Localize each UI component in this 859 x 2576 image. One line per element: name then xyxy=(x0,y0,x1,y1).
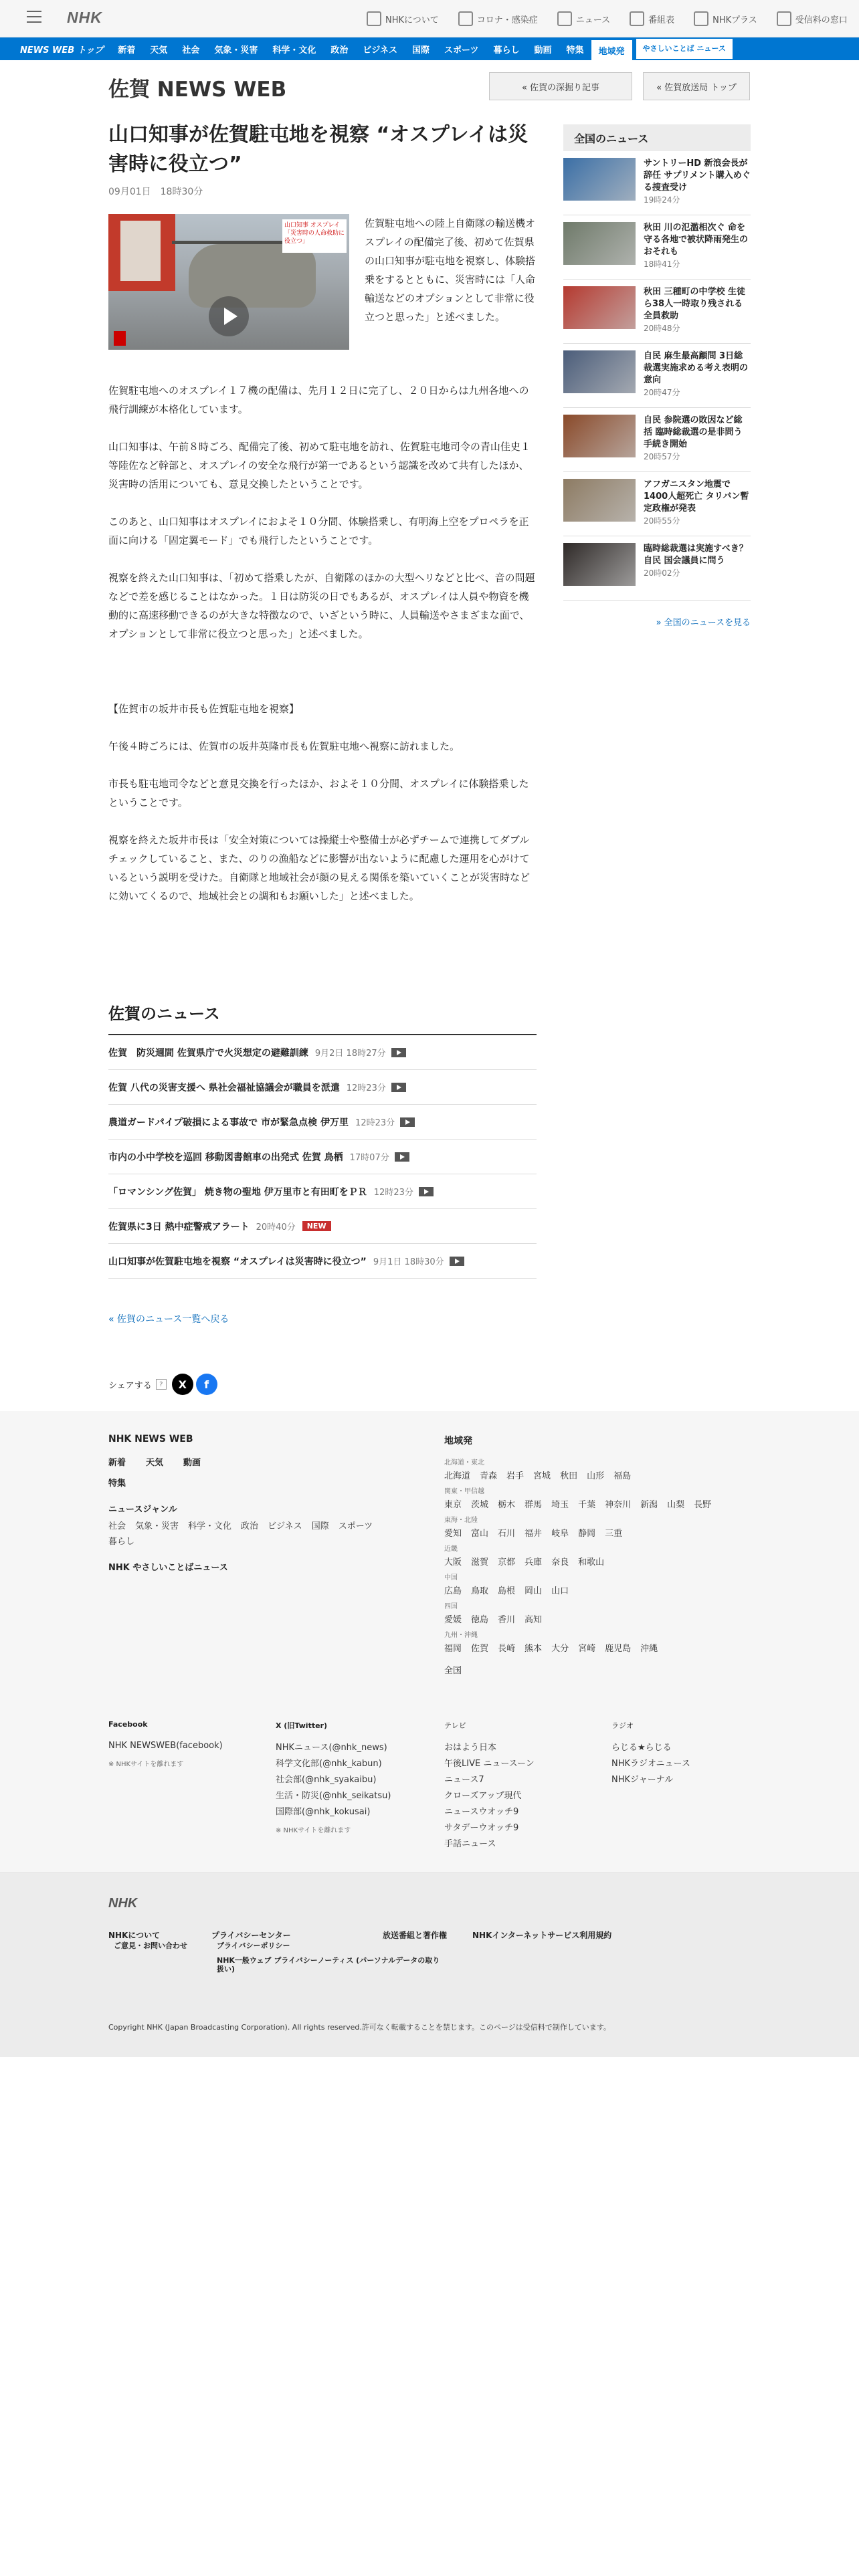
footer-pref-link[interactable]: 宮城 xyxy=(533,1471,551,1481)
footer-pref-row xyxy=(444,1555,752,1568)
national-news-time: 20時57分 xyxy=(644,452,680,461)
footer-main xyxy=(0,1411,859,1872)
footer-pref-link[interactable]: 高知 xyxy=(524,1615,543,1625)
footer-pref-row xyxy=(444,1641,752,1654)
footer-tv-items-link[interactable]: クローズアップ現代 xyxy=(444,1791,522,1801)
nav-item-3[interactable]: 気象・災害 xyxy=(214,45,258,56)
news-thumbnail[interactable] xyxy=(563,479,636,522)
footer-fb-items-link[interactable]: NHK NEWSWEB(facebook) xyxy=(108,1741,223,1751)
ext-note: ※ NHKサイトを離れます xyxy=(276,1827,351,1834)
footer-radio-heading: ラジオ xyxy=(611,1721,634,1730)
footer-pref-link[interactable]: 福井 xyxy=(524,1529,543,1539)
news-thumbnail[interactable] xyxy=(563,350,636,393)
national-news-text xyxy=(644,286,751,343)
footer-facebook-heading: Facebook xyxy=(108,1720,148,1729)
x-share-icon[interactable]: X xyxy=(172,1374,193,1395)
footer-pref-link[interactable]: 徳島 xyxy=(471,1615,489,1625)
nav-region[interactable]: 地域発 xyxy=(591,40,632,60)
footer-easy-news[interactable]: NHK やさしいことばニュース xyxy=(108,1563,228,1573)
footer-legal-link[interactable]: プライバシーポリシー xyxy=(217,1941,290,1950)
national-news-text xyxy=(644,222,751,279)
footer-x-heading: X (旧Twitter) xyxy=(276,1721,327,1730)
national-news-title[interactable]: アフガニスタン地震で1400人超死亡 タリバン暫定政権が発表 xyxy=(644,479,749,514)
saga-deep-button[interactable]: « 佐賀の深掘り記事 xyxy=(489,72,632,100)
footer-pref-link[interactable]: 北海道 xyxy=(444,1471,471,1481)
saga-news-row[interactable] xyxy=(108,1209,537,1244)
hangar-door-shape xyxy=(120,221,161,281)
footer-pref-link[interactable]: 愛知 xyxy=(444,1529,462,1539)
footer-area-heading: 中国 xyxy=(444,1574,458,1582)
top-link-label: NHKについて xyxy=(385,15,439,25)
footer-pref-row xyxy=(444,1526,752,1539)
national-news-text xyxy=(644,479,751,536)
footer-pref-link[interactable]: 秋田 xyxy=(560,1471,578,1481)
article-paragraph: このあと、山口知事はオスプレイにおよそ１０分間、体験搭乗し、有明海上空をプロペラを正面に向ける「固定翼モード」でも飛行したということです。 xyxy=(108,516,529,546)
saga-news-title[interactable]: 佐賀県に3日 熱中症警戒アラート xyxy=(108,1221,250,1232)
footer-legal-link[interactable]: ご意見・お問い合わせ xyxy=(114,1941,187,1950)
article-body xyxy=(108,381,537,924)
footer-legal-link[interactable]: NHKインターネットサービス利用規約 xyxy=(472,1931,612,1940)
national-news-title[interactable]: サントリーHD 新浪会長が辞任 サプリメント購入めぐる捜査受け xyxy=(644,158,751,193)
national-news-item[interactable] xyxy=(563,536,751,601)
video-icon xyxy=(450,1257,464,1266)
footer-area-heading: 東海・北陸 xyxy=(444,1517,478,1524)
footer-pref-link[interactable]: 石川 xyxy=(498,1529,516,1539)
footer-pref-link[interactable]: 兵庫 xyxy=(524,1558,543,1568)
footer-pref-link[interactable]: 山形 xyxy=(587,1471,605,1481)
footer-tv-heading: テレビ xyxy=(444,1721,466,1730)
top-link-1[interactable] xyxy=(458,11,538,26)
footer-legal-link[interactable]: 放送番組と著作権 xyxy=(383,1931,448,1940)
footer-pref-link[interactable]: 長崎 xyxy=(498,1644,516,1654)
national-news-title[interactable]: 自民 参院選の敗因など総括 臨時総裁選の是非問う手続き開始 xyxy=(644,415,743,449)
top-link-label: ニュース xyxy=(575,15,611,25)
saga-news-date: 12時23分 xyxy=(355,1118,395,1128)
copyright: Copyright NHK (Japan Broadcasting Corporation). All rights reserved.許可なく転載することを禁じます。このページは受信料で制作しています。 xyxy=(108,2023,611,2032)
national-news-item[interactable] xyxy=(563,151,751,215)
nav-item-6[interactable]: ビジネス xyxy=(363,45,397,56)
footer-legal-link[interactable]: NHKについて xyxy=(108,1931,161,1940)
main-nav xyxy=(0,37,859,60)
footer-genre-link[interactable]: 気象・災害 xyxy=(135,1521,179,1531)
footer-pref-link[interactable]: 和歌山 xyxy=(578,1558,605,1568)
footer-pref-link[interactable]: 福岡 xyxy=(444,1644,462,1654)
footer-region-zenkoku[interactable]: 全国 xyxy=(444,1666,462,1676)
footer-brand: NHK NEWS WEB xyxy=(108,1434,193,1444)
ext-note: ※ NHKサイトを離れます xyxy=(108,1761,184,1768)
nav-item-11[interactable]: 特集 xyxy=(566,45,584,56)
footer-genre-link[interactable]: ビジネス xyxy=(268,1521,302,1531)
national-news-item[interactable] xyxy=(563,344,751,408)
article-paragraph: 午後４時ごろには、佐賀市の坂井英隆市長も佐賀駐屯地へ視察に訪れました。 xyxy=(108,740,460,752)
news-thumbnail[interactable] xyxy=(563,222,636,265)
top-link-4[interactable] xyxy=(694,11,757,26)
national-news-text xyxy=(644,543,751,600)
nav-item-8[interactable]: スポーツ xyxy=(444,45,479,56)
article-paragraph: 視察を終えた坂井市長は「安全対策については操縦士や整備士が必ずチームで連携してダブルチェックしていること、また、のりの漁船などに影響が出ないように配慮した運用を心がけているという説明を受けた。自衛隊と地域社会が顔の見える関係を築いていくことが災害時などに効いてくるので、地域社会との調和もお願いした」と述べました。 xyxy=(108,834,531,902)
footer-region-heading: 地域発 xyxy=(444,1436,472,1446)
footer-pref-link[interactable]: 鳥取 xyxy=(471,1586,489,1596)
news-thumbnail[interactable] xyxy=(563,543,636,586)
article-paragraph: 山口知事は、午前８時ごろ、配備完了後、初めて駐屯地を訪れ、佐賀駐屯地司令の青山佳史１等陸佐など幹部と、オスプレイの安全な飛行が第一であるという認識を改めて共有したほか、災害時の活用についても、意見交換したということです。 xyxy=(108,441,531,490)
footer-area-heading: 関東・甲信越 xyxy=(444,1488,484,1495)
nav-item-4[interactable]: 科学・文化 xyxy=(272,45,316,56)
footer-pref-link[interactable]: 佐賀 xyxy=(471,1644,489,1654)
footer-radio-items-link[interactable]: らじる★らじる xyxy=(611,1743,672,1753)
news-thumbnail[interactable] xyxy=(563,158,636,201)
top-link-label: 番組表 xyxy=(648,15,675,25)
saga-news-title[interactable]: 農道ガードパイプ破損による事故で 市が緊急点検 伊万里 xyxy=(108,1117,349,1128)
article-date: 09月01日 18時30分 xyxy=(108,187,203,197)
footer-pref-link[interactable]: 香川 xyxy=(498,1615,516,1625)
saga-news-date: 20時40分 xyxy=(256,1222,296,1232)
saga-news-date: 9月1日 18時30分 xyxy=(373,1257,444,1267)
footer-pref-row xyxy=(444,1497,752,1510)
footer-area-heading: 九州・沖縄 xyxy=(444,1632,478,1639)
saga-news-row[interactable] xyxy=(108,1174,537,1209)
footer-pref-link[interactable]: 富山 xyxy=(471,1529,489,1539)
article-paragraph xyxy=(108,662,537,681)
footer-pref-link[interactable]: 岩手 xyxy=(506,1471,524,1481)
saga-news-title[interactable]: 佐賀 八代の災害支援へ 県社会福祉協議会が職員を派遣 xyxy=(108,1082,340,1093)
saga-news-date: 12時23分 xyxy=(346,1083,386,1093)
saga-station-top-button[interactable]: « 佐賀放送局 トップ xyxy=(643,72,750,100)
building-icon xyxy=(367,11,381,26)
footer-legal-link[interactable]: NHK一般ウェブ プライバシーノーティス (パーソナルデータの取り扱い) xyxy=(217,1956,440,1973)
footer-tv-items-link[interactable]: ニュースウオッチ9 xyxy=(444,1807,519,1817)
footer-tv xyxy=(444,1720,605,1852)
national-news-title[interactable]: 臨時総裁選は実施すべき？ 自民 国会議員に問う xyxy=(644,544,748,566)
article-lead: 佐賀駐屯地への陸上自衛隊の輸送機オスプレイの配備完了後、初めて佐賀県の山口知事が駐屯地を視察し、体験搭乗をするとともに、災害時には「人命輸送などのオプションとして非常に役立つと思った」と述べました。 xyxy=(365,217,536,323)
footer-x-items-link[interactable]: 科学文化部(@nhk_kabun) xyxy=(276,1759,382,1769)
saga-news-row[interactable] xyxy=(108,1140,537,1174)
national-news-time: 19時24分 xyxy=(644,195,680,205)
saga-news-back-link[interactable]: « 佐賀のニュース一覧へ戻る xyxy=(108,1314,229,1325)
footer-genre-heading: ニュースジャンル xyxy=(108,1505,177,1515)
news-thumbnail[interactable] xyxy=(563,415,636,457)
saga-news-date: 9月2日 18時27分 xyxy=(314,1049,386,1059)
saga-news-heading: 佐賀のニュース xyxy=(108,1000,537,1035)
footer-pref-link[interactable]: 岐阜 xyxy=(551,1529,569,1539)
footer-pref-link[interactable]: 岡山 xyxy=(524,1586,543,1596)
share-label: シェアする xyxy=(108,1380,152,1391)
plus-icon xyxy=(694,11,708,26)
nhk-bug-icon xyxy=(114,331,126,346)
nav-item-5[interactable]: 政治 xyxy=(330,45,349,56)
footer-tv-items-link[interactable]: 午後LIVE ニュースーン xyxy=(444,1759,535,1769)
article-title: 山口知事が佐賀駐屯地を視察 “オスプレイは災害時に役立つ” xyxy=(108,123,529,176)
national-news-time: 20時47分 xyxy=(644,388,680,397)
footer-area-heading: 四国 xyxy=(444,1603,458,1610)
facebook-share-icon[interactable]: f xyxy=(196,1374,217,1395)
article-paragraph: 佐賀駐屯地へのオスプレイ１７機の配備は、先月１２日に完了し、２０日からは九州各地への飛行訓練が本格化しています。 xyxy=(108,385,529,415)
nhk-logo[interactable]: NHK xyxy=(67,9,102,26)
national-news-text xyxy=(644,415,751,471)
footer-pref-link[interactable]: 京都 xyxy=(498,1558,516,1568)
saga-news xyxy=(108,1000,537,1279)
saga-news-date: 17時07分 xyxy=(349,1153,389,1163)
footer-pref-link[interactable]: 埼玉 xyxy=(551,1500,569,1510)
footer-tv-items-link[interactable]: サタデーウオッチ9 xyxy=(444,1823,519,1833)
top-link-label: 受信料の窓口 xyxy=(795,15,848,25)
nav-home[interactable]: NEWS WEB トップ xyxy=(20,45,104,56)
nav-item-7[interactable]: 国際 xyxy=(411,45,430,56)
top-link-label: コロナ・感染症 xyxy=(476,15,538,25)
footer-radio-items-link[interactable]: NHKジャーナル xyxy=(611,1775,674,1785)
saga-news-title[interactable]: 山口知事が佐賀駐屯地を視察 “オスプレイは災害時に役立つ” xyxy=(108,1256,367,1267)
footer-pref-link[interactable]: 大分 xyxy=(551,1644,569,1654)
national-news-sidebar xyxy=(563,124,751,628)
footer-pref-link[interactable]: 滋賀 xyxy=(471,1558,489,1568)
footer-pref-link[interactable]: 三重 xyxy=(605,1529,623,1539)
top-link-2[interactable] xyxy=(557,11,610,26)
top-link-3[interactable] xyxy=(630,11,674,26)
footer-x-items-link[interactable]: 生活・防災(@nhk_seikatsu) xyxy=(276,1791,391,1801)
top-link-label: NHKプラス xyxy=(712,15,757,25)
video-icon xyxy=(391,1048,406,1057)
footer-x-items-link[interactable]: 国際部(@nhk_kokusai) xyxy=(276,1807,371,1817)
sidebar-heading: 全国のニュース xyxy=(563,124,751,151)
national-news-time: 18時41分 xyxy=(644,259,680,269)
saga-news-row[interactable] xyxy=(108,1105,537,1140)
footer-nhk-logo[interactable]: NHK xyxy=(108,1896,138,1911)
video-caption: 山口知事 オスプレイ 「災害時の人命救助に役立つ」 xyxy=(282,219,347,253)
footer-radio-items-link[interactable]: NHKラジオニュース xyxy=(611,1759,690,1769)
top-bar xyxy=(0,0,859,37)
saga-news-row[interactable] xyxy=(108,1070,537,1105)
article xyxy=(108,120,537,902)
footer-tv-items-link[interactable]: 手話ニュース xyxy=(444,1839,496,1849)
footer-genre-link[interactable]: 暮らし xyxy=(108,1537,135,1547)
news-thumbnail[interactable] xyxy=(563,286,636,329)
article-video[interactable] xyxy=(108,214,349,350)
saga-news-title[interactable]: 「ロマンシング佐賀」 焼き物の聖地 伊万里市と有田町をＰＲ xyxy=(108,1186,367,1198)
footer-pref-link[interactable]: 島根 xyxy=(498,1586,516,1596)
footer-pref-link[interactable]: 広島 xyxy=(444,1586,462,1596)
footer-pref-link[interactable]: 東京 xyxy=(444,1500,462,1510)
saga-news-date: 12時23分 xyxy=(373,1188,413,1198)
footer-radio xyxy=(611,1720,752,1788)
top-links xyxy=(367,0,859,37)
footer-pref-link[interactable]: 千葉 xyxy=(578,1500,596,1510)
national-news-title[interactable]: 秋田 川の氾濫相次ぐ 命を守る各地で被状降雨発生のおそれも xyxy=(644,223,749,257)
national-news-text xyxy=(644,350,751,407)
footer-genre-link[interactable]: 科学・文化 xyxy=(188,1521,232,1531)
footer-pref-row xyxy=(444,1469,752,1481)
footer-pref-link[interactable]: 福島 xyxy=(613,1471,632,1481)
new-badge: NEW xyxy=(302,1221,331,1231)
footer-tv-items-link[interactable]: ニュース7 xyxy=(444,1775,484,1785)
footer-pref-link[interactable]: 神奈川 xyxy=(605,1500,632,1510)
video-icon xyxy=(391,1083,406,1092)
saga-news-row[interactable] xyxy=(108,1035,537,1070)
national-news-item[interactable] xyxy=(563,215,751,280)
national-news-item[interactable] xyxy=(563,408,751,472)
nav-easy-news[interactable]: やさしいことば ニュース xyxy=(636,39,733,59)
national-news-time: 20時02分 xyxy=(644,568,680,578)
saga-news-title[interactable]: 市内の小中学校を巡回 移動図書館車の出発式 佐賀 鳥栖 xyxy=(108,1152,343,1163)
footer-area-heading: 北海道・東北 xyxy=(444,1459,484,1467)
footer-pref-link[interactable]: 山梨 xyxy=(667,1500,685,1510)
help-icon[interactable]: ? xyxy=(156,1379,167,1390)
nav-item-9[interactable]: 暮らし xyxy=(493,45,520,56)
footer-tv-items-link[interactable]: おはよう日本 xyxy=(444,1743,497,1753)
footer-pref-link[interactable]: 奈良 xyxy=(551,1558,569,1568)
saga-news-title[interactable]: 佐賀 防災週間 佐賀県庁で火災想定の避難訓練 xyxy=(108,1047,308,1059)
footer-legal xyxy=(0,1872,859,2057)
national-news-title[interactable]: 自民 麻生最高顧問 3日総裁選実施求める考え表明の意向 xyxy=(644,351,749,385)
footer-pref-link[interactable]: 宮崎 xyxy=(578,1644,596,1654)
footer-special[interactable]: 特集 xyxy=(108,1479,126,1489)
video-icon xyxy=(400,1117,415,1127)
footer-x xyxy=(276,1720,436,1834)
grid-icon xyxy=(630,11,644,26)
article-paragraph: 視察を終えた山口知事は、「初めて搭乗したが、自衛隊のほかの大型ヘリなどと比べ、音の問題などで差を感じることはなかった。１日は防災の日でもあるが、オスプレイは人員や物資を機動的に高速移動できるのが大きな特徴なので、いざという時に、人員輸送やさまざまな面で、オプションとして非常に役立つと思った」と述べました。 xyxy=(108,572,535,640)
national-news-time: 20時48分 xyxy=(644,324,680,333)
national-news-text xyxy=(644,158,751,215)
footer-pref-link[interactable]: 熊本 xyxy=(524,1644,543,1654)
page-brand: 佐賀 NEWS WEB xyxy=(108,78,287,102)
footer-pref-link[interactable]: 大阪 xyxy=(444,1558,462,1568)
national-news-item[interactable] xyxy=(563,280,751,344)
top-link-0[interactable] xyxy=(367,11,439,26)
article-paragraph: 【佐賀市の坂井市長も佐賀駐屯地を視察】 xyxy=(108,703,300,715)
footer-pref-link[interactable]: 茨城 xyxy=(471,1500,489,1510)
virus-icon xyxy=(458,11,473,26)
footer-pref-link[interactable]: 長野 xyxy=(694,1500,712,1510)
news-icon xyxy=(557,11,572,26)
nav-item-2[interactable]: 社会 xyxy=(182,45,200,56)
footer-genre-link[interactable]: 政治 xyxy=(241,1521,259,1531)
video-icon xyxy=(395,1152,409,1162)
footer-pref-link[interactable]: 山口 xyxy=(551,1586,569,1596)
national-news-title[interactable]: 秋田 三種町の中学校 生徒ら38人一時取り残される 全員救助 xyxy=(644,287,746,321)
sidebar-more-link[interactable]: » 全国のニュースを見る xyxy=(656,618,751,628)
footer-legal-link[interactable]: プライバシーセンター xyxy=(211,1931,291,1940)
footer-link[interactable]: 動画 xyxy=(183,1458,201,1468)
footer-pref-link[interactable]: 鹿児島 xyxy=(605,1644,632,1654)
menu-icon[interactable] xyxy=(27,11,41,23)
osprey-shape xyxy=(189,244,316,308)
footer-pref-row xyxy=(444,1584,752,1596)
footer-pref-link[interactable]: 沖縄 xyxy=(640,1644,658,1654)
footer-genre-link[interactable]: スポーツ xyxy=(338,1521,373,1531)
footer-pref-link[interactable]: 青森 xyxy=(480,1471,498,1481)
top-link-5[interactable] xyxy=(777,11,848,26)
footer-x-items-link[interactable]: NHKニュース(@nhk_news) xyxy=(276,1743,387,1753)
nav-item-0[interactable]: 新着 xyxy=(118,45,136,56)
footer-pref-link[interactable]: 新潟 xyxy=(640,1500,658,1510)
footer-genre-link[interactable]: 社会 xyxy=(108,1521,126,1531)
person-icon xyxy=(777,11,791,26)
article-paragraph: 市長も駐屯地司令などと意見交換を行ったほか、およそ１０分間、オスプレイに体験搭乗したということです。 xyxy=(108,778,529,809)
footer-facebook xyxy=(108,1720,269,1768)
national-news-time: 20時55分 xyxy=(644,516,680,526)
saga-news-row[interactable] xyxy=(108,1244,537,1279)
footer-genre-link[interactable]: 国際 xyxy=(311,1521,329,1531)
nav-item-1[interactable]: 天気 xyxy=(150,45,168,56)
national-news-item[interactable] xyxy=(563,472,751,536)
footer-pref-link[interactable]: 静岡 xyxy=(578,1529,596,1539)
nav-item-10[interactable]: 動画 xyxy=(534,45,552,56)
footer-pref-link[interactable]: 群馬 xyxy=(524,1500,543,1510)
footer-pref-link[interactable]: 栃木 xyxy=(498,1500,516,1510)
video-icon xyxy=(419,1187,434,1196)
play-icon[interactable] xyxy=(209,296,249,336)
footer-link[interactable]: 新着 xyxy=(108,1458,126,1468)
footer-pref-link[interactable]: 愛媛 xyxy=(444,1615,462,1625)
footer-link[interactable]: 天気 xyxy=(146,1458,164,1468)
share-bar xyxy=(108,1374,220,1395)
footer-x-items-link[interactable]: 社会部(@nhk_syakaibu) xyxy=(276,1775,377,1785)
footer-pref-row xyxy=(444,1612,752,1625)
footer-area-heading: 近畿 xyxy=(444,1545,458,1553)
